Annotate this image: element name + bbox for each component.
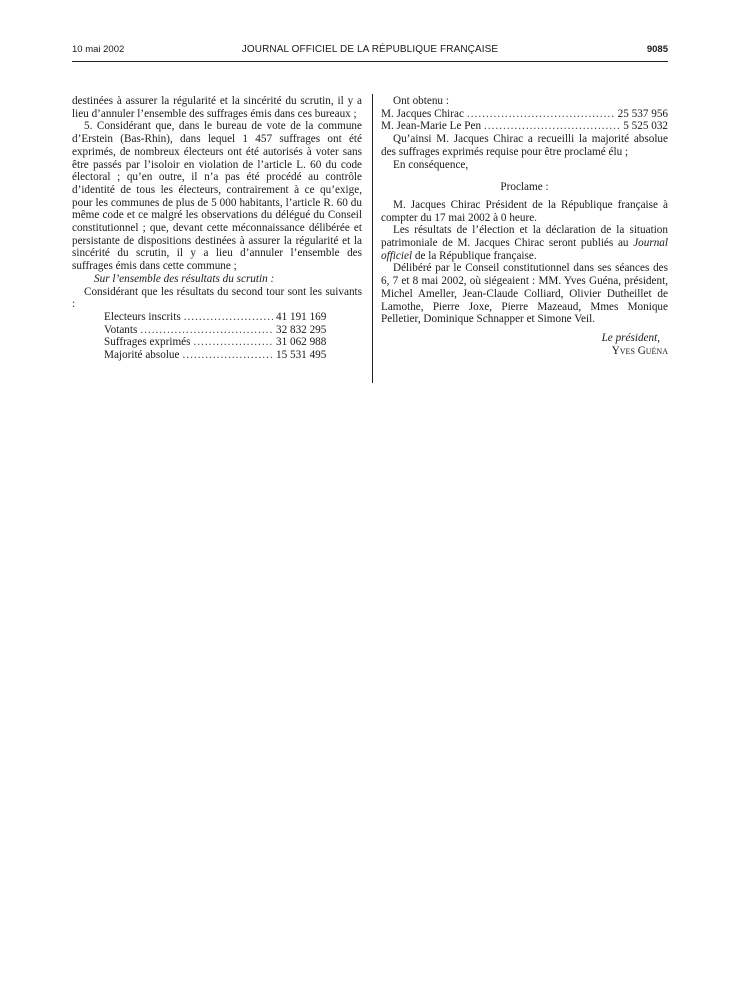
page-header bbox=[72, 44, 668, 60]
results-value: 31 062 988 bbox=[276, 336, 327, 349]
leader-dots bbox=[183, 349, 274, 362]
paragraph: M. Jacques Chirac Président de la République française à compter du 17 mai 2002 à 0 heure. bbox=[381, 198, 668, 224]
results-row bbox=[104, 311, 328, 324]
section-heading: Sur l’ensemble des résultats du scrutin : bbox=[94, 272, 275, 285]
candidate-name: M. Jacques Chirac bbox=[381, 107, 464, 120]
proclamation-heading: Proclame : bbox=[500, 181, 549, 194]
results-label: Suffrages exprimés bbox=[104, 336, 191, 349]
paragraph: Considérant que les résultats du second tour sont les suivants : bbox=[72, 285, 362, 311]
paragraph: Ont obtenu : bbox=[393, 95, 449, 107]
signature-title: Le président, bbox=[601, 331, 660, 344]
results-table bbox=[104, 311, 328, 362]
leader-dots bbox=[467, 108, 615, 121]
paragraph: Délibéré par le Conseil constitutionnel dans ses séances des 6, 7 et 8 mai 2002, où siégeaient : MM. Yves Guéna, président, Michel Ameller, Jean-Claude Colliard, Olivier Dutheillet de Lamothe, Pierre Joxe, Pierre Mazeaud, Mmes Monique Pelletier, Dominique Schnapper et Simone Veil. bbox=[381, 262, 668, 326]
candidate-votes: 25 537 956 bbox=[617, 107, 668, 120]
leader-dots bbox=[140, 324, 273, 337]
leader-dots bbox=[184, 311, 273, 324]
paragraph: destinées à assurer la régularité et la sincérité du scrutin, il y a lieu d’annuler l’ensemble des suffrages émis dans ces bureaux ; bbox=[72, 95, 362, 120]
leader-dots bbox=[193, 336, 273, 349]
results-value: 15 531 495 bbox=[276, 349, 327, 362]
results-row bbox=[104, 349, 328, 362]
header-title: JOURNAL OFFICIEL DE LA RÉPUBLIQUE FRANÇAISE bbox=[241, 44, 499, 55]
candidate-votes: 5 525 032 bbox=[623, 120, 668, 133]
leader-dots bbox=[484, 120, 620, 133]
results-label: Votants bbox=[104, 323, 138, 336]
right-column bbox=[381, 95, 668, 357]
header-date: 10 mai 2002 bbox=[72, 44, 125, 55]
results-value: 32 832 295 bbox=[276, 323, 327, 336]
column-divider bbox=[372, 94, 373, 383]
paragraph: En conséquence, bbox=[393, 158, 469, 171]
candidate-row bbox=[381, 120, 668, 133]
left-column bbox=[72, 95, 362, 362]
candidate-row bbox=[381, 108, 668, 121]
signature-name: Yves Guéna bbox=[611, 344, 668, 357]
paragraph: Qu’ainsi M. Jacques Chirac a recueilli la majorité absolue des suffrages exprimés requise pour être proclamé élu ; bbox=[381, 133, 668, 158]
results-value: 41 191 169 bbox=[276, 310, 327, 323]
page-number: 9085 bbox=[646, 44, 668, 55]
header-rule bbox=[72, 61, 668, 62]
results-row bbox=[104, 324, 328, 337]
results-label: Electeurs inscrits bbox=[104, 310, 181, 323]
results-label: Majorité absolue bbox=[104, 349, 180, 362]
candidate-name: M. Jean-Marie Le Pen bbox=[381, 120, 482, 133]
results-row bbox=[104, 336, 328, 349]
paragraph: 5. Considérant que, dans le bureau de vote de la commune d’Erstein (Bas-Rhin), dans lequel 1 457 suffrages ont été exprimés, de nombreux électeurs ont été autorisés à voter sans être passés par l’isoloir en violation de l’article L. 60 du code électoral ; qu’en outre, il n’a pas été procédé au contrôle d’identité de tous les électeurs, contrairement à ce qu’exige, pour les communes de plus de 5 000 habitants, l’article R. 60 du même code et ce malgré les observations du délégué du Conseil constitutionnel ; que, devant cette méconnaissance délibérée et persistante de dispositions destinées à assurer la régularité et la sincérité du scrutin, il y a lieu d’annuler l’ensemble des suffrages émis dans cette commune ; bbox=[72, 120, 362, 273]
paragraph: Les résultats de l’élection et la déclaration de la situation patrimoniale de M. Jacques Chirac seront publiés au Journal officiel de la République française. bbox=[381, 224, 668, 262]
